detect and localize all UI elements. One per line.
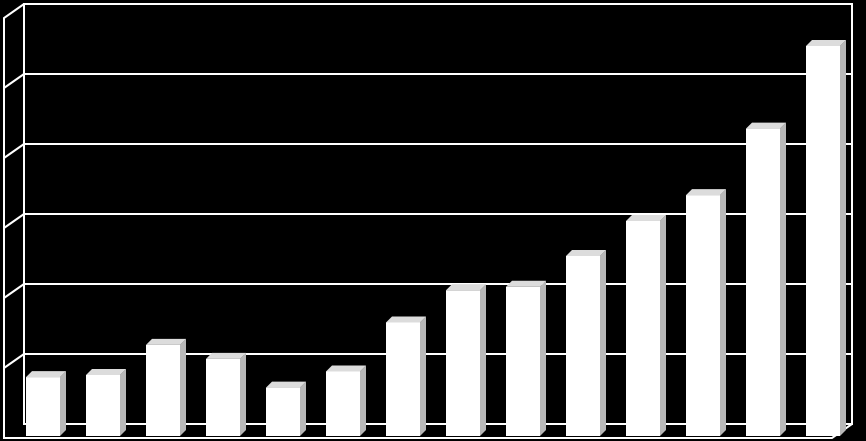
bar-side bbox=[780, 123, 786, 436]
bar-front bbox=[506, 287, 540, 436]
bar bbox=[686, 189, 726, 436]
bar-front bbox=[26, 377, 60, 436]
bar-front bbox=[566, 256, 600, 436]
bar bbox=[506, 281, 546, 436]
bar-series bbox=[26, 40, 846, 436]
gridline-side bbox=[4, 284, 24, 298]
bar-front bbox=[386, 323, 420, 437]
bar-top bbox=[746, 123, 786, 129]
bar-front bbox=[206, 359, 240, 436]
bar-top bbox=[806, 40, 846, 46]
bar-front bbox=[86, 375, 120, 436]
gridline-side bbox=[4, 74, 24, 88]
bar-top bbox=[206, 353, 246, 359]
bar-top bbox=[86, 369, 126, 375]
bar-front bbox=[686, 195, 720, 436]
bar-side bbox=[600, 250, 606, 436]
bar-front bbox=[806, 46, 840, 436]
bar-side bbox=[240, 353, 246, 436]
bar-top bbox=[266, 382, 306, 388]
bar-side bbox=[420, 317, 426, 437]
bar-top bbox=[326, 366, 366, 372]
gridline-side bbox=[4, 214, 24, 228]
bar-side bbox=[60, 371, 66, 436]
bar-top bbox=[566, 250, 606, 256]
bar-side bbox=[660, 215, 666, 436]
bar-side bbox=[300, 382, 306, 436]
gridline-side bbox=[4, 144, 24, 158]
bar bbox=[626, 215, 666, 436]
bar bbox=[566, 250, 606, 436]
bar bbox=[386, 317, 426, 437]
bar bbox=[86, 369, 126, 436]
bar bbox=[266, 382, 306, 436]
bar bbox=[206, 353, 246, 436]
bar-side bbox=[480, 284, 486, 436]
bar-side bbox=[540, 281, 546, 436]
bar-top bbox=[626, 215, 666, 221]
bar-front bbox=[446, 290, 480, 436]
bar-front bbox=[746, 129, 780, 436]
bar-side bbox=[120, 369, 126, 436]
bar bbox=[746, 123, 786, 436]
bar-top bbox=[686, 189, 726, 195]
bar-top bbox=[146, 339, 186, 345]
bar bbox=[326, 366, 366, 437]
bar-front bbox=[266, 388, 300, 436]
gridline-side bbox=[4, 354, 24, 368]
bar bbox=[26, 371, 66, 436]
bar-front bbox=[146, 345, 180, 436]
bar bbox=[146, 339, 186, 436]
bar-front bbox=[626, 221, 660, 436]
bar-top bbox=[506, 281, 546, 287]
bar-side bbox=[720, 189, 726, 436]
bar-top bbox=[386, 317, 426, 323]
bar-side bbox=[180, 339, 186, 436]
bar bbox=[806, 40, 846, 436]
bar bbox=[446, 284, 486, 436]
bar-side bbox=[840, 40, 846, 436]
bar-front bbox=[326, 372, 360, 437]
bar-top bbox=[26, 371, 66, 377]
bar-side bbox=[360, 366, 366, 437]
bar-top bbox=[446, 284, 486, 290]
